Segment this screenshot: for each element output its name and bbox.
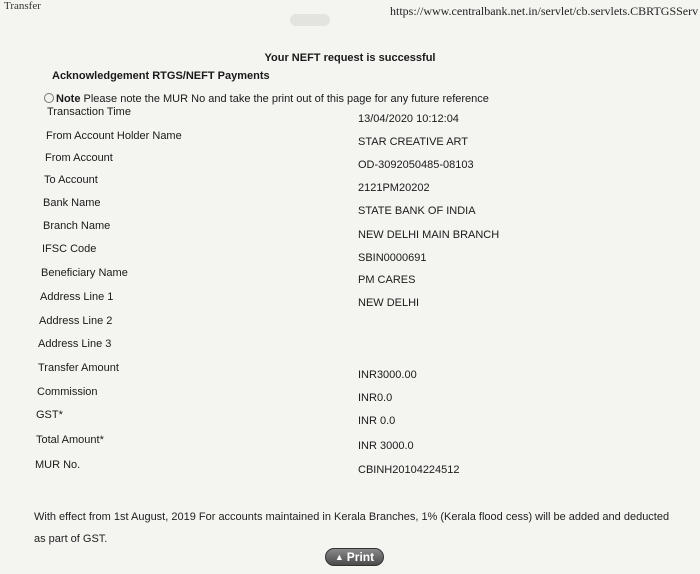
detail-value: INR0.0 xyxy=(358,392,393,404)
note-text: Please note the MUR No and take the print out of this page for any future reference xyxy=(80,93,489,105)
detail-label: MUR No. xyxy=(35,459,81,471)
detail-label: Commission xyxy=(37,386,98,398)
page-url: https://www.centralbank.net.in/servlet/cb.servlets.CBRTGSServ xyxy=(390,4,699,18)
gst-footnote: With effect from 1st August, 2019 For accounts maintained in Kerala Branches, 1% (Kerala flood cess) will be added and deducted as part of GST. xyxy=(34,511,670,545)
printer-icon: ▲ xyxy=(334,552,344,562)
detail-label: Total Amount* xyxy=(36,434,104,446)
detail-value: SBIN0000691 xyxy=(358,252,427,264)
detail-label: Address Line 3 xyxy=(38,338,112,350)
detail-label: GST* xyxy=(36,409,63,421)
print-smudge xyxy=(290,14,330,26)
detail-value: PM CARES xyxy=(358,274,416,286)
detail-label: Branch Name xyxy=(43,220,111,232)
detail-value: 13/04/2020 10:12:04 xyxy=(358,113,459,125)
detail-value: NEW DELHI MAIN BRANCH xyxy=(358,229,500,241)
detail-value: CBINH20104224512 xyxy=(358,464,460,476)
print-button-label: Print xyxy=(346,550,375,564)
page-subtitle: Acknowledgement RTGS/NEFT Payments xyxy=(52,70,270,82)
detail-label: From Account Holder Name xyxy=(46,130,182,142)
print-button[interactable] xyxy=(325,548,384,566)
detail-label: To Account xyxy=(44,174,98,186)
detail-label: Address Line 2 xyxy=(39,315,113,327)
detail-value: STAR CREATIVE ART xyxy=(358,136,469,148)
detail-label: IFSC Code xyxy=(42,243,97,255)
detail-value: INR 0.0 xyxy=(358,415,396,427)
note-label: Note xyxy=(56,93,81,105)
detail-value: NEW DELHI xyxy=(358,297,420,309)
detail-value: INR3000.00 xyxy=(358,369,417,381)
detail-value: INR 3000.0 xyxy=(358,440,414,452)
detail-value: OD-3092050485-08103 xyxy=(358,159,474,171)
detail-value: 2121PM20202 xyxy=(358,182,430,194)
detail-label: Bank Name xyxy=(43,197,101,209)
detail-label: Address Line 1 xyxy=(40,291,114,303)
detail-value: STATE BANK OF INDIA xyxy=(358,205,476,217)
info-icon xyxy=(44,93,54,103)
detail-label: From Account xyxy=(45,152,113,164)
detail-label: Transaction Time xyxy=(47,106,131,118)
tab-title: Transfer xyxy=(4,0,41,12)
detail-label: Beneficiary Name xyxy=(41,267,128,279)
page-title: Your NEFT request is successful xyxy=(264,52,436,64)
note-line xyxy=(44,93,489,105)
detail-label: Transfer Amount xyxy=(38,362,119,374)
